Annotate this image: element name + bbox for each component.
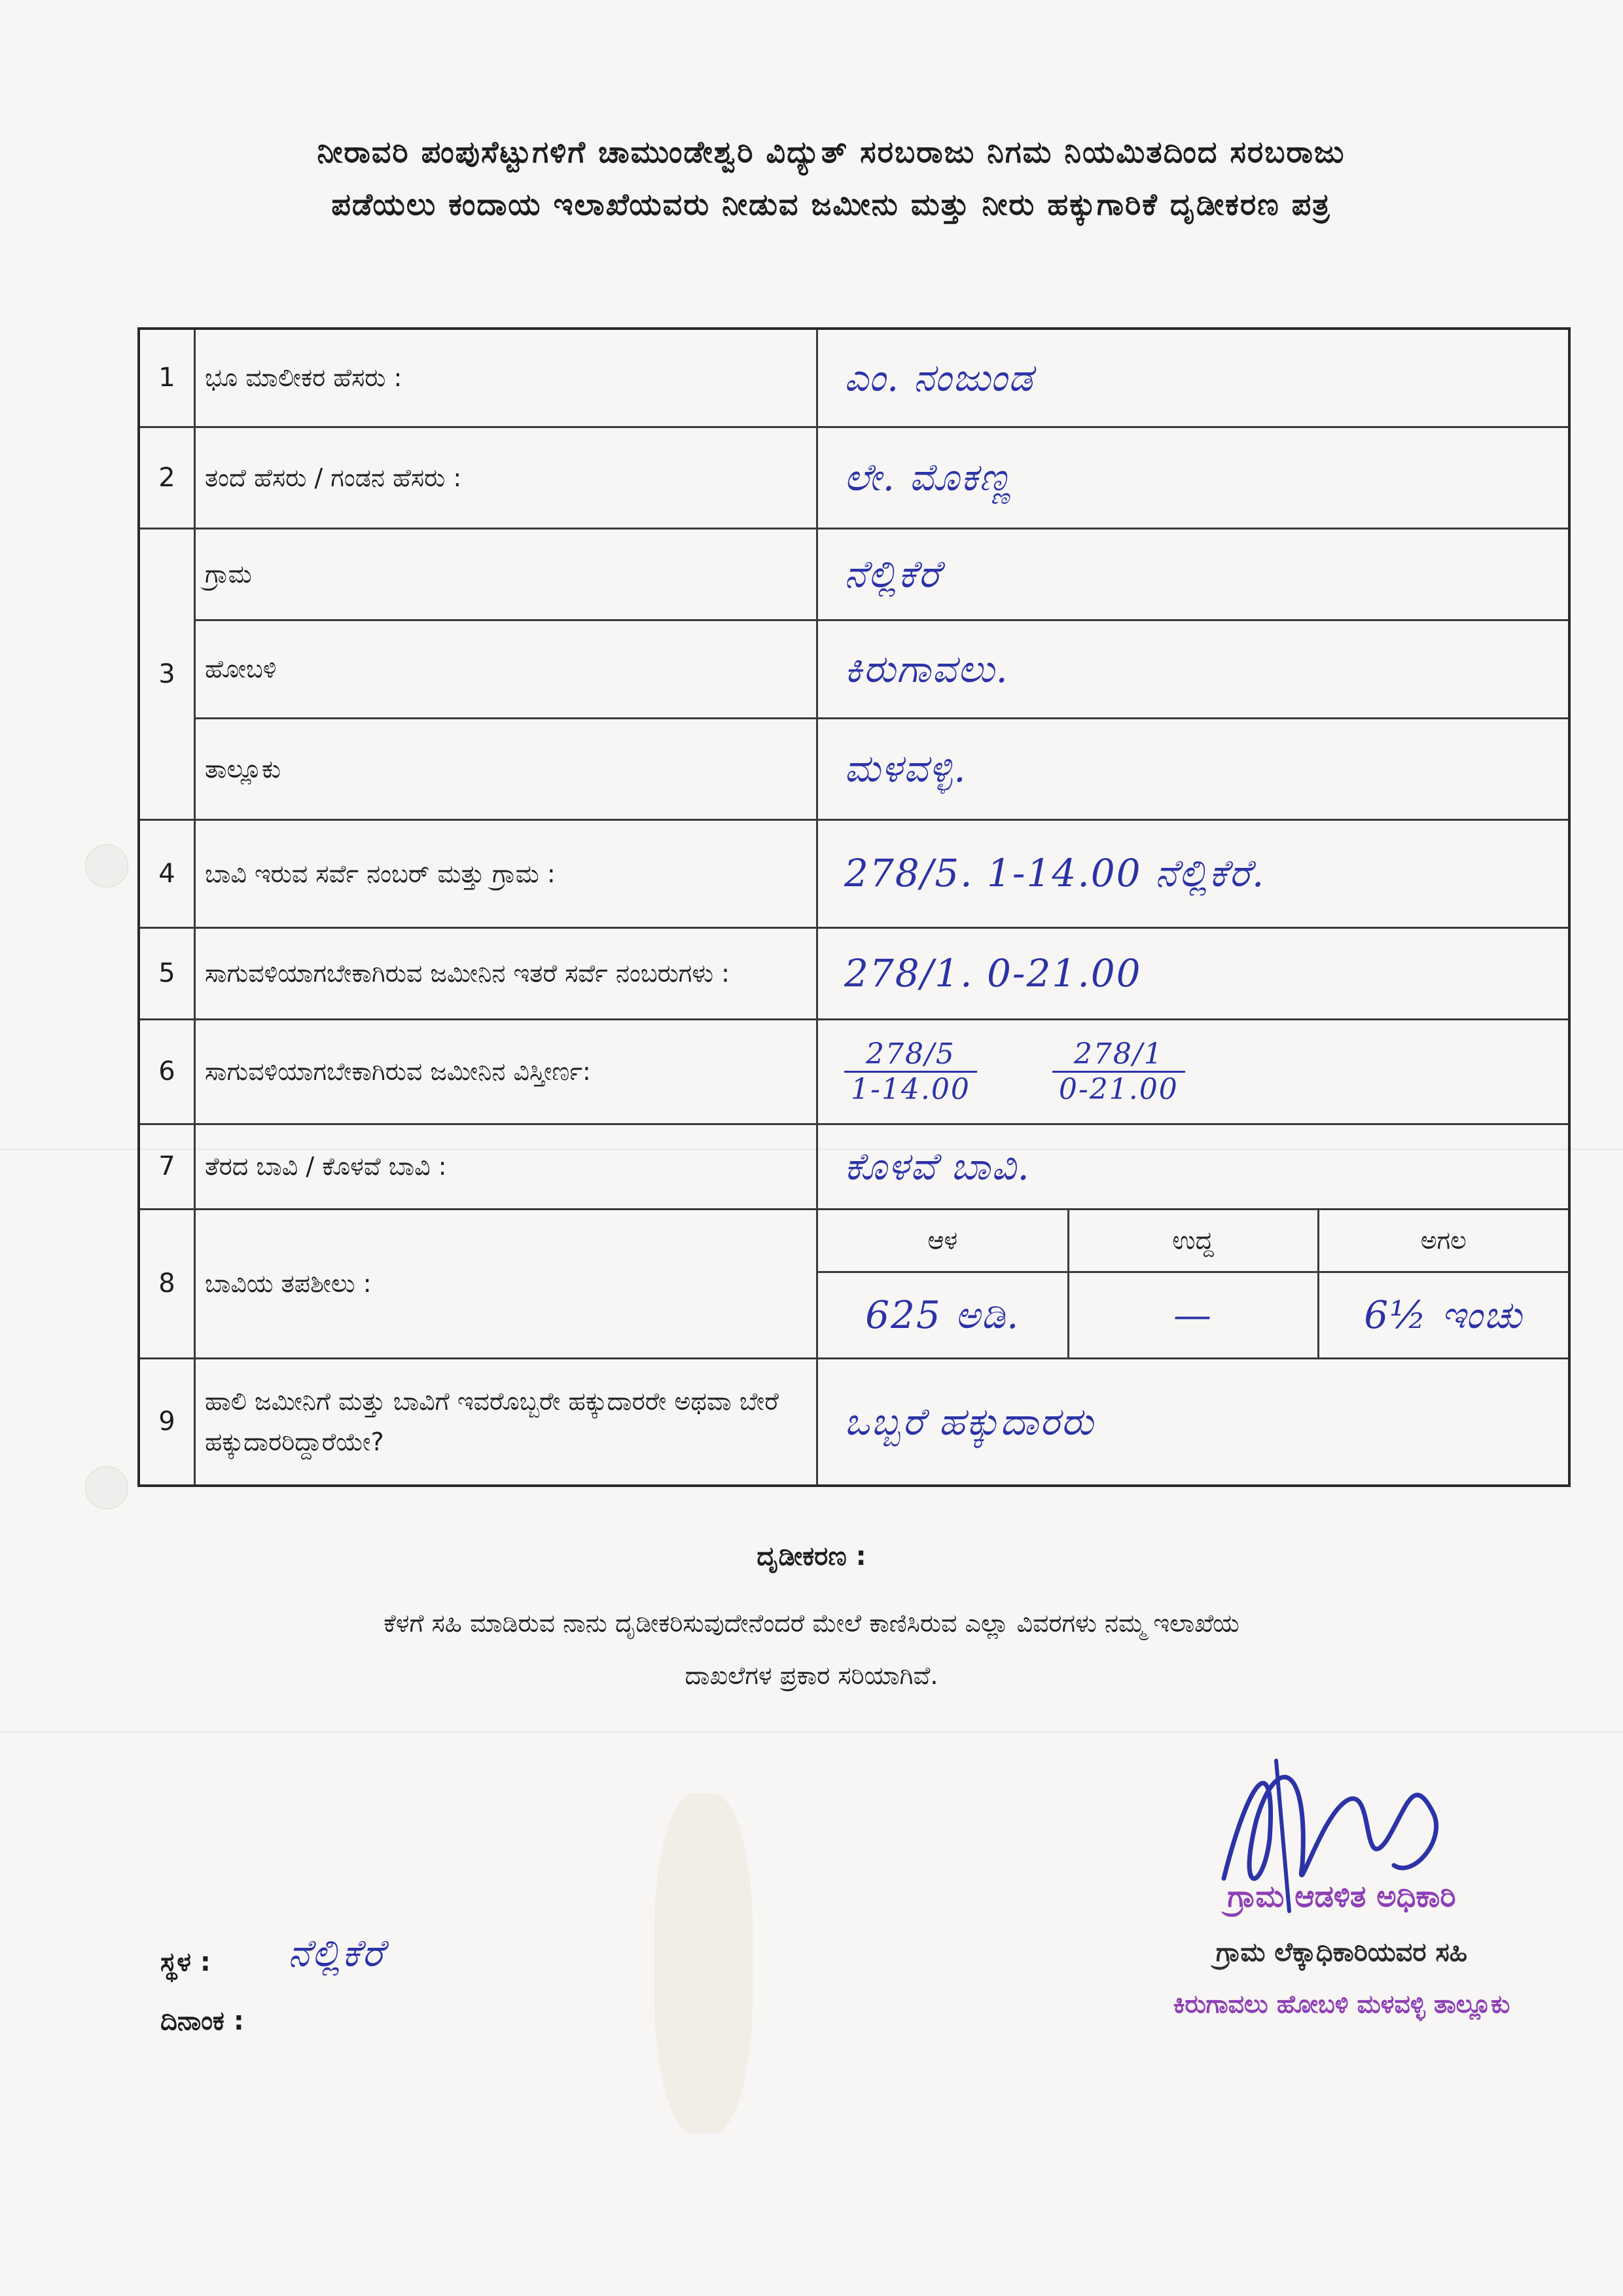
row-number: 1 xyxy=(139,329,195,427)
taluk-label: ತಾಲ್ಲೂಕು xyxy=(195,718,817,819)
row-number: 8 xyxy=(139,1209,195,1358)
place-value: ನೆಲ್ಲಿಕೆರೆ xyxy=(288,1931,385,1975)
row-well-type xyxy=(139,1124,1569,1209)
rights-holders-label: ಹಾಲಿ ಜಮೀನಿಗೆ ಮತ್ತು ಬಾವಿಗೆ ಇವರೊಬ್ಬರೇ ಹಕ್ಕುದಾರರೇ ಅಥವಾ ಬೇರೆ ಹಕ್ಕುದಾರರಿದ್ದಾರೆಯೇ? xyxy=(195,1358,817,1486)
row-father-name xyxy=(139,427,1569,528)
row-land-area xyxy=(139,1019,1569,1124)
length-header: ಉದ್ದ xyxy=(1068,1210,1318,1272)
father-name-label: ತಂದೆ ಹೆಸರು / ಗಂಡನ ಹೆಸರು : xyxy=(195,427,817,528)
depth-header: ಆಳ xyxy=(818,1210,1068,1272)
width-header: ಅಗಲ xyxy=(1318,1210,1568,1272)
seal-signature-caption: ಗ್ರಾಮ ಲೆಕ್ಕಾಧಿಕಾರಿಯವರ ಸಹಿ xyxy=(1215,1937,1468,1967)
date-label: ದಿನಾಂಕ : xyxy=(160,2006,244,2036)
owner-name-value: ಎಂ. ನಂಜುಂಡ xyxy=(844,355,1034,400)
row-number: 6 xyxy=(139,1019,195,1124)
hobli-value: ಕಿರುಗಾವಲು. xyxy=(844,646,1009,691)
row-number: 3 xyxy=(139,528,195,819)
certification-line-2: ದಾಖಲೆಗಳ ಪ್ರಕಾರ ಸರಿಯಾಗಿವೆ. xyxy=(685,1661,938,1690)
hobli-label: ಹೋಬಳಿ xyxy=(195,620,817,718)
rights-holders-value: ಒಬ್ಬರೆ ಹಕ್ಕುದಾರರು xyxy=(844,1399,1095,1444)
width-value: 6½ ಇಂಚು xyxy=(1364,1292,1524,1337)
form-title-line-1: ನೀರಾವರಿ ಪಂಪುಸೆಟ್ಟುಗಳಿಗೆ ಚಾಮುಂಡೇಶ್ವರಿ ವಿದ್ಯುತ್ ಸರಬರಾಜು ನಿಗಮ ನಿಯಮಿತದಿಂದ ಸರಬರಾಜು xyxy=(317,134,1346,170)
father-name-value: ಲೇ. ಮೊಕಣ್ಣ xyxy=(844,455,1013,499)
paper-fold-line xyxy=(0,1731,1623,1732)
certification-heading: ದೃಡೀಕರಣ : xyxy=(757,1541,866,1571)
certification-line-1: ಕೆಳಗೆ ಸಹಿ ಮಾಡಿರುವ ನಾನು ದೃಡೀಕರಿಸುವುದೇನೆಂದರೆ ಮೇಲೆ ಕಾಣಿಸಿರುವ ಎಲ್ಲಾ ವಿವರಗಳು ನಮ್ಮ ಇಲಾಖೆಯ xyxy=(383,1609,1240,1638)
row-village xyxy=(139,528,1569,620)
row-number: 4 xyxy=(139,819,195,927)
taluk-value: ಮಳವಳ್ಳಿ. xyxy=(844,746,967,791)
village-value: ನೆಲ್ಲಿಕೆರೆ xyxy=(844,551,941,596)
land-area-fraction-2 xyxy=(1052,1037,1185,1106)
land-water-rights-table xyxy=(137,327,1571,1487)
owner-name-label: ಭೂ ಮಾಲೀಕರ ಹೆಸರು : xyxy=(195,329,817,427)
row-hobli xyxy=(139,620,1569,718)
place-label: ಸ್ಥಳ : xyxy=(160,1947,211,1977)
fraction-area: 0-21.00 xyxy=(1058,1072,1179,1106)
row-number: 2 xyxy=(139,427,195,528)
land-area-label: ಸಾಗುವಳಿಯಾಗಬೇಕಾಗಿರುವ ಜಮೀನಿನ ವಿಸ್ತೀರ್ಣ: xyxy=(195,1019,817,1124)
seal-jurisdiction: ಕಿರುಗಾವಲು ಹೋಬಳಿ ಮಳವಳ್ಳಿ ತಾಲ್ಲೂಕು xyxy=(1173,1990,1510,2018)
certification-text xyxy=(196,1597,1427,1702)
other-survey-label: ಸಾಗುವಳಿಯಾಗಬೇಕಾಗಿರುವ ಜಮೀನಿನ ಇತರೆ ಸರ್ವೆ ನಂಬರುಗಳು : xyxy=(195,927,817,1019)
other-survey-value: 278/1. 0-21.00 xyxy=(844,951,1142,996)
row-well-details xyxy=(139,1209,1569,1358)
paper-stain xyxy=(654,1793,753,2134)
row-number: 5 xyxy=(139,927,195,1019)
fraction-survey: 278/1 xyxy=(1052,1037,1185,1073)
well-survey-value: 278/5. 1-14.00 ನೆಲ್ಲಿಕೆರೆ. xyxy=(844,851,1266,895)
well-type-value: ಕೊಳವೆ ಬಾವಿ. xyxy=(844,1143,1031,1189)
row-taluk xyxy=(139,718,1569,819)
row-owner-name xyxy=(139,329,1569,427)
fraction-survey: 278/5 xyxy=(844,1037,977,1073)
punch-hole xyxy=(85,844,128,888)
row-number: 9 xyxy=(139,1358,195,1486)
village-label: ಗ್ರಾಮ xyxy=(195,528,817,620)
form-title-line-2: ಪಡೆಯಲು ಕಂದಾಯ ಇಲಾಖೆಯವರು ನೀಡುವ ಜಮೀನು ಮತ್ತು ನೀರು ಹಕ್ಕುಗಾರಿಕೆ ದೃಡೀಕರಣ ಪತ್ರ xyxy=(331,187,1331,222)
depth-value: 625 ಅಡಿ. xyxy=(865,1292,1020,1337)
seal-officer-title: ಗ್ರಾಮ ಆಡಳಿತ ಅಧಿಕಾರಿ xyxy=(1227,1878,1456,1914)
fraction-area: 1-14.00 xyxy=(851,1072,971,1106)
well-details-label: ಬಾವಿಯ ತಪಶೀಲು : xyxy=(195,1209,817,1358)
row-other-survey-numbers xyxy=(139,927,1569,1019)
well-type-label: ತೆರದ ಬಾವಿ / ಕೊಳವೆ ಬಾವಿ : xyxy=(195,1124,817,1209)
row-number: 7 xyxy=(139,1124,195,1209)
land-area-fraction-1 xyxy=(844,1037,977,1106)
row-rights-holders xyxy=(139,1358,1569,1486)
length-value: — xyxy=(1173,1293,1213,1338)
punch-hole xyxy=(85,1466,128,1509)
row-well-survey-number xyxy=(139,819,1569,927)
well-dimensions-table xyxy=(818,1210,1568,1357)
well-survey-label: ಬಾವಿ ಇರುವ ಸರ್ವೆ ನಂಬರ್ ಮತ್ತು ಗ್ರಾಮ : xyxy=(195,819,817,927)
